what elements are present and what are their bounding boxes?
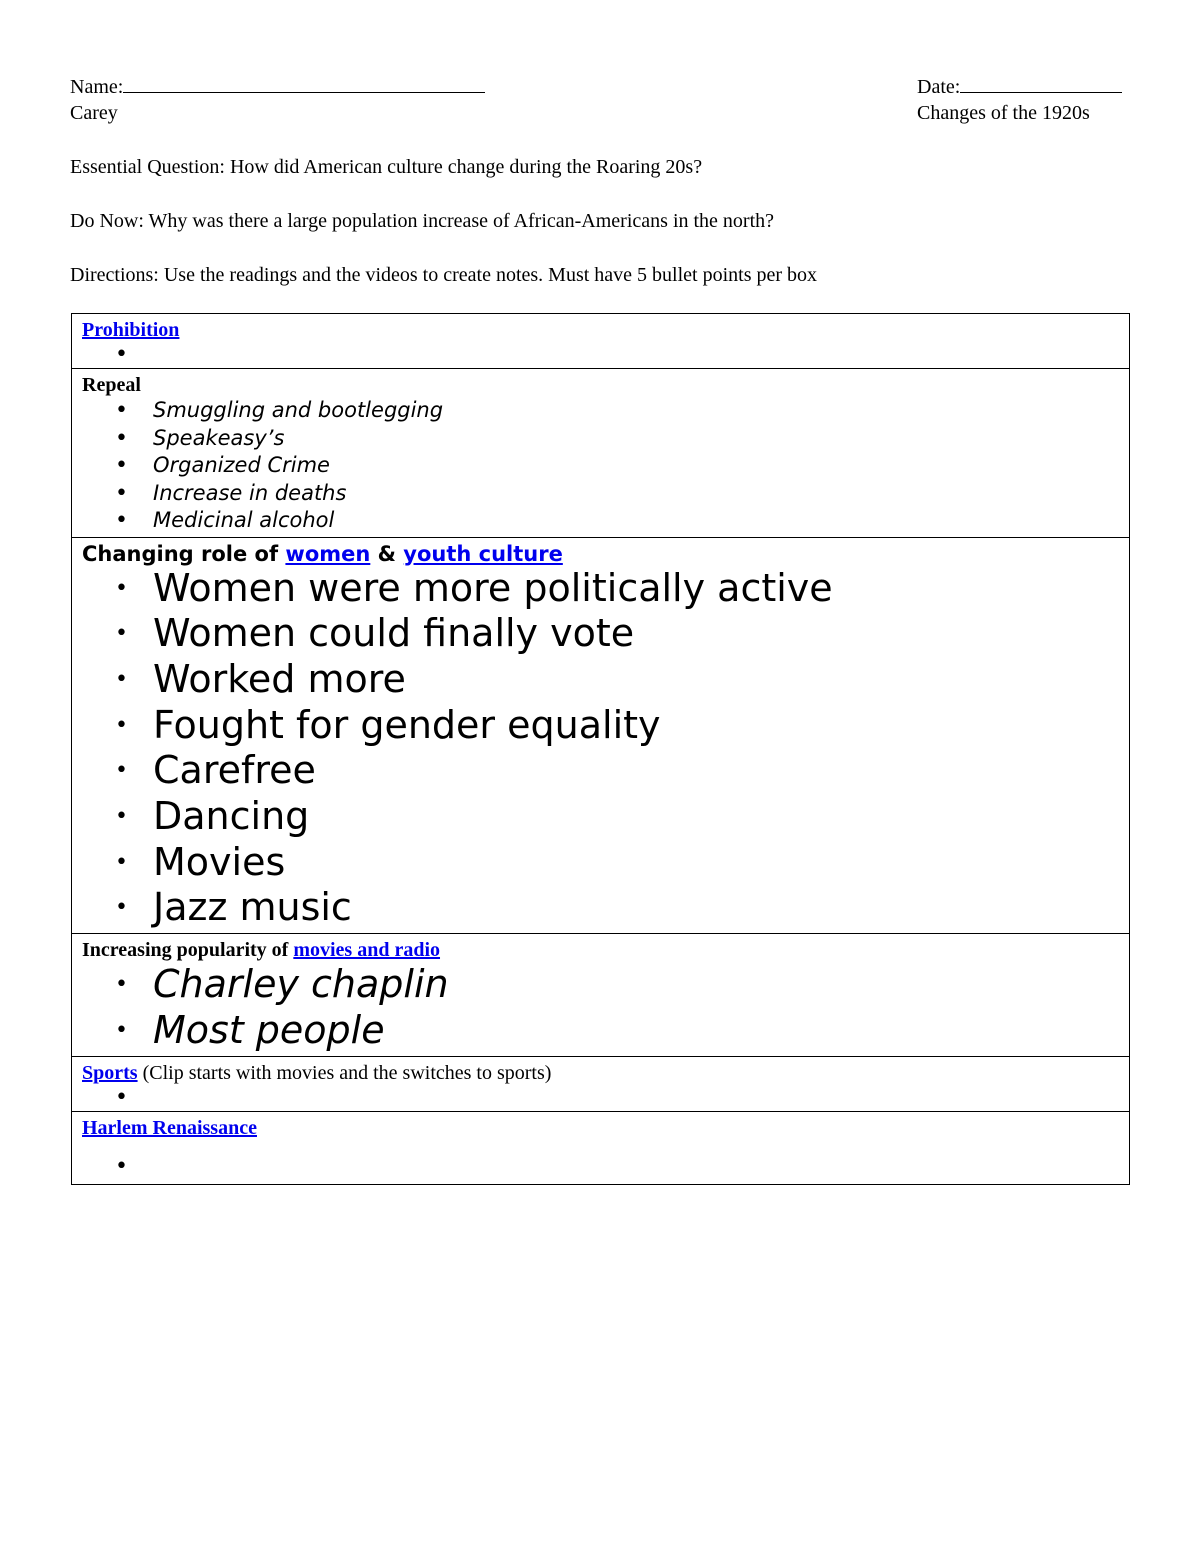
- sports-note: (Clip starts with movies and the switches to sports): [137, 1061, 552, 1084]
- repeal-bullets: [82, 397, 1119, 535]
- harlem-bullets: [82, 1154, 1119, 1178]
- directions: Directions: Use the readings and the videos to create notes. Must have 5 bullet points per box: [70, 264, 818, 286]
- list-item: • Dancing: [82, 794, 1119, 840]
- section-women-youth: [72, 537, 1130, 934]
- movies-title: Increasing popularity of movies and radio: [82, 939, 441, 962]
- name-blank[interactable]: [123, 74, 485, 93]
- list-item: • Medicinal alcohol: [82, 507, 1119, 535]
- section-prohibition: [72, 314, 1130, 369]
- empty-bullet[interactable]: [82, 1154, 1119, 1178]
- movies-radio-link[interactable]: movies and radio: [293, 939, 441, 962]
- list-item: • Speakeasy’s: [82, 425, 1119, 453]
- list-item: • Charley chaplin: [82, 962, 1119, 1008]
- sports-bullets: [82, 1085, 1119, 1109]
- list-item: • Fought for gender equality: [82, 703, 1119, 749]
- date-label: Date:: [917, 76, 961, 98]
- list-item: • Smuggling and bootlegging: [82, 397, 1119, 425]
- date-blank[interactable]: [960, 74, 1122, 93]
- section-movies-radio: [72, 934, 1130, 1056]
- teacher-name: Carey: [70, 102, 118, 124]
- repeal-title: Repeal: [82, 374, 141, 396]
- section-sports: [72, 1056, 1130, 1111]
- do-now: Do Now: Why was there a large population increase of African-Americans in the north?: [70, 210, 775, 232]
- empty-bullet[interactable]: [82, 342, 1119, 366]
- women-link[interactable]: women: [285, 541, 371, 566]
- list-item: • Carefree: [82, 748, 1119, 794]
- section-repeal: [72, 369, 1130, 538]
- list-item: • Movies: [82, 840, 1119, 886]
- list-item: • Women could finally vote: [82, 611, 1119, 657]
- section-harlem: [72, 1111, 1130, 1184]
- name-line: [70, 74, 485, 99]
- list-item: • Women were more politically active: [82, 566, 1119, 612]
- unit-title: Changes of the 1920s: [917, 102, 1090, 124]
- list-item: • Increase in deaths: [82, 480, 1119, 508]
- women-title: Changing role of women & youth culture: [82, 541, 563, 566]
- notes-table: [71, 313, 1130, 1185]
- list-item: • Organized Crime: [82, 452, 1119, 480]
- list-item: • Most people: [82, 1008, 1119, 1054]
- women-bullets: [82, 566, 1119, 932]
- harlem-renaissance-link[interactable]: Harlem Renaissance: [82, 1116, 257, 1139]
- prohibition-bullets: [82, 342, 1119, 366]
- name-label: Name:: [70, 76, 124, 98]
- empty-bullet[interactable]: [82, 1085, 1119, 1109]
- list-item: • Worked more: [82, 657, 1119, 703]
- essential-question: Essential Question: How did American culture change during the Roaring 20s?: [70, 156, 703, 178]
- prohibition-link[interactable]: Prohibition: [82, 319, 180, 341]
- movies-bullets: [82, 962, 1119, 1053]
- list-item: • Jazz music: [82, 885, 1119, 931]
- date-line: [917, 74, 1122, 99]
- youth-culture-link[interactable]: youth culture: [403, 541, 563, 566]
- sports-link[interactable]: Sports: [82, 1061, 138, 1084]
